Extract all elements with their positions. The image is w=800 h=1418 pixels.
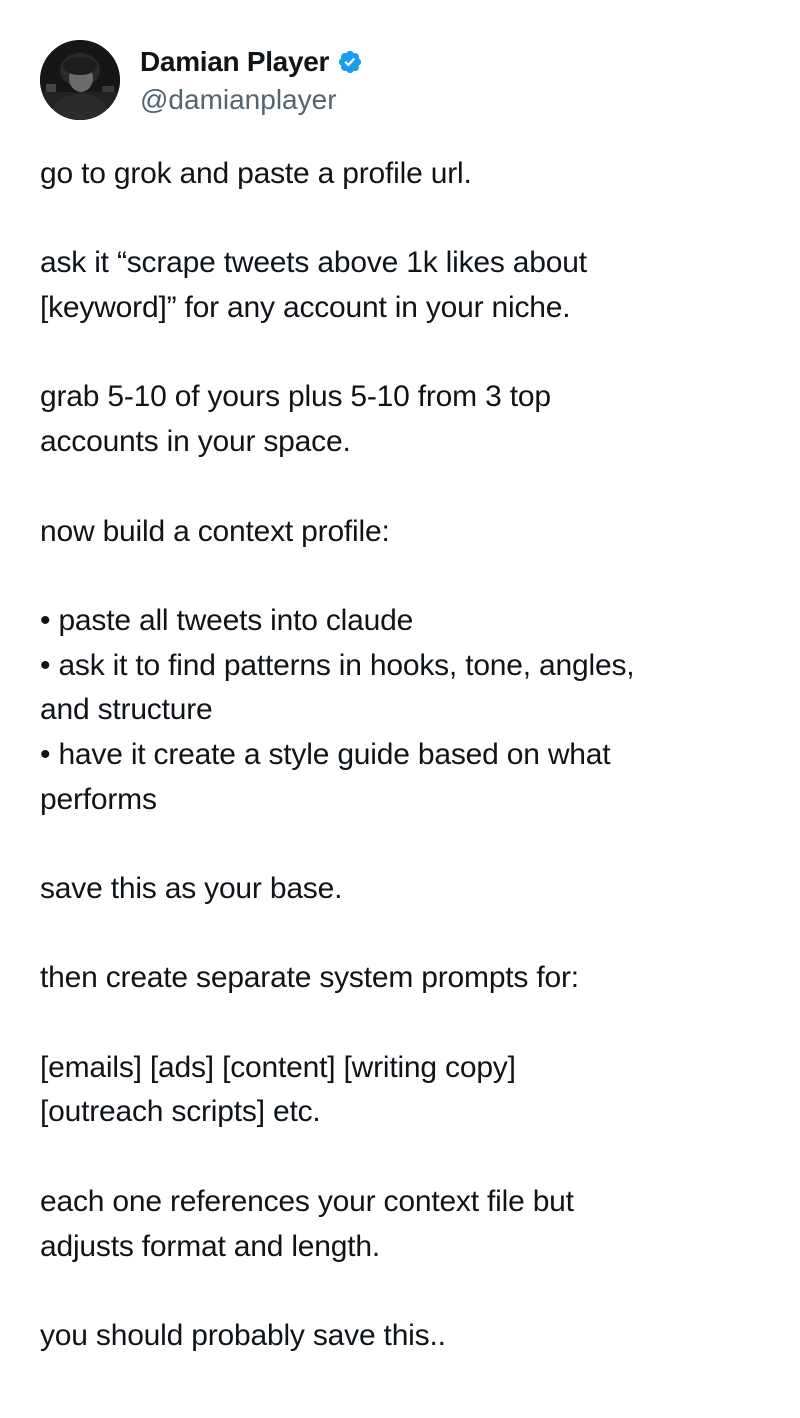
verified-badge-icon [337,49,363,75]
tweet-text-line [40,197,760,242]
avatar[interactable] [40,40,120,120]
tweet-text-line: [keyword]” for any account in your niche. [40,291,571,325]
tweet-text-line [40,1135,760,1180]
tweet-text-line [40,1269,760,1314]
tweet-text-line: then create separate system prompts for: [40,961,579,995]
tweet-text-line: and structure [40,693,213,727]
tweet-text-line: • paste all tweets into claude [40,603,414,637]
tweet-text-line: you should probably save this.. [40,1318,446,1352]
tweet-text-line [40,1001,760,1046]
tweet-text-line: [emails] [ads] [content] [writing copy] [40,1050,516,1084]
profile-photo-icon [40,40,120,120]
tweet-text-line: • have it create a style guide based on what [40,737,611,771]
tweet-text-line: accounts in your space. [40,425,351,459]
tweet-text-line: go to grok and paste a profile url. [40,157,472,190]
tweet-text-line [40,554,760,599]
tweet-text-line [40,912,760,957]
display-name[interactable]: Damian Player [140,46,330,77]
tweet-text-line: ask it “scrape tweets above 1k likes about [40,246,587,280]
tweet-text-line: • ask it to find patterns in hooks, tone, angles, [40,648,635,682]
tweet-text-line: adjusts format and length. [40,1229,381,1263]
tweet-text-line [40,465,760,510]
tweet-text-line: each one references your context file but [40,1184,574,1218]
tweet-text-line [40,822,760,867]
tweet-text-line: performs [40,782,157,816]
tweet-text-line [40,331,760,376]
tweet-text-line: now build a context profile: [40,514,390,548]
tweet-text-line: [outreach scripts] etc. [40,1095,321,1129]
tweet-text-line: grab 5-10 of yours plus 5-10 from 3 top [40,380,551,414]
tweet-text [40,152,760,1359]
handle[interactable]: @damianplayer [140,84,337,115]
tweet-text-line: save this as your base. [40,872,343,905]
tweet-author-header [40,40,363,120]
